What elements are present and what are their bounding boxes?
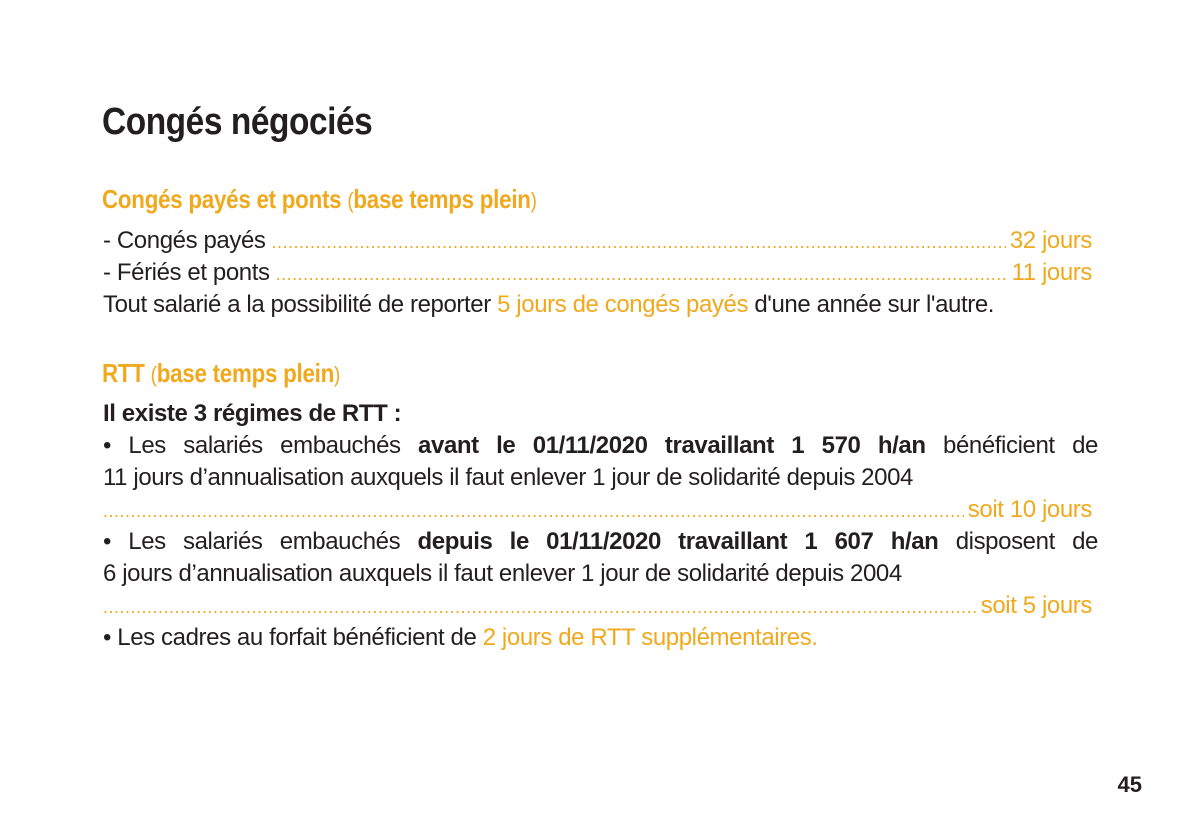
list-item [103,225,1098,257]
dot-leader [103,591,977,623]
regime-1-bold: avant le 01/11/2020 travaillant 1 570 h/an [418,432,926,459]
list-item [103,257,1098,289]
page-number: 45 [1117,772,1142,797]
item-label: - Fériés et ponts [103,259,270,286]
rtt-block [103,398,1098,654]
heading-paren-open: ( [347,188,354,213]
note-before: Tout salarié a la possibilité de reporter [103,291,498,318]
heading-paren-open: ( [150,362,157,387]
regime-1-result-row [103,494,1098,526]
item-label: - Congés payés [103,227,266,254]
regime-1-line-1 [103,430,1098,462]
regime-1-prefix: • Les salariés embauchés [103,432,419,459]
dot-leader [276,258,1008,290]
regime-1-line-2: 11 jours d’annualisation auxquels il faut enlever 1 jour de solidarité depuis 2004 [103,464,913,491]
report-note [103,289,1098,321]
heading-paren-close: ) [334,362,341,387]
heading-paren-text: base temps plein [156,358,335,388]
rtt-intro: Il existe 3 régimes de RTT : [103,400,402,427]
regime-3-highlight: 2 jours de RTT supplémentaires. [482,624,818,651]
regime-2-result-row [103,590,1098,622]
note-after: d'une année sur l'autre. [748,291,995,318]
section-heading-conges [102,182,537,218]
heading-paren-text: base temps plein [353,184,531,214]
regime-3-prefix: • Les cadres au forfait bénéficient de [103,624,483,651]
regime-1-result: soit 10 jours [967,496,1092,523]
item-value: 11 jours [1011,259,1092,286]
regime-1-suffix: bénéficient de [925,432,1098,459]
regime-2-bold: depuis le 01/11/2020 travaillant 1 607 h/an [417,528,939,555]
regime-2-line-1 [103,526,1098,558]
conges-block [103,225,1098,321]
regime-2-prefix: • Les salariés embauchés [103,528,418,555]
dot-leader [103,495,964,527]
regime-3-line [103,622,1098,654]
regime-2-suffix: disposent de [938,528,1098,555]
note-highlight: 5 jours de congés payés [497,291,749,318]
heading-main: Congés payés et ponts [102,184,342,214]
regime-2-line-2: 6 jours d’annualisation auxquels il faut enlever 1 jour de solidarité depuis 2004 [103,560,902,587]
heading-main: RTT [102,358,145,388]
item-value: 32 jours [1009,227,1092,254]
page-title: Congés négociés [102,101,373,143]
section-heading-rtt [102,356,340,392]
regime-2-result: soit 5 jours [980,592,1092,619]
heading-paren-close: ) [530,188,537,213]
dot-leader [272,226,1006,258]
